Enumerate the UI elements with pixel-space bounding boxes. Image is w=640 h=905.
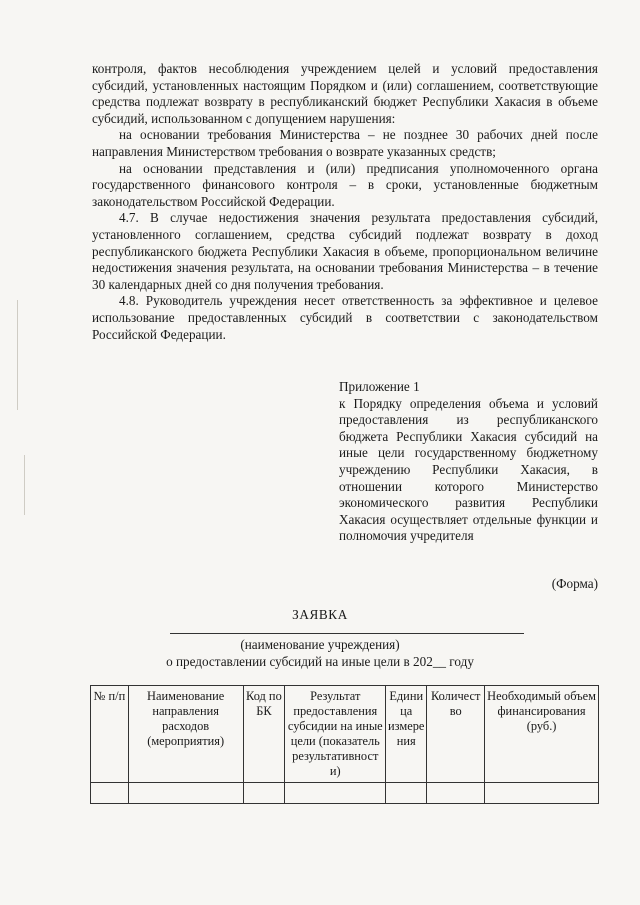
column-header: Необходимый объем финансирования (руб.) (485, 686, 599, 783)
document-heading: ЗАЯВКА (292, 607, 348, 622)
table-row (91, 783, 599, 804)
paragraph: на основании представления и (или) предписания уполномоченного органа государственного финансового контроля – в сроки, установленные бюджетным законодательством Российской Федерации. (92, 160, 598, 209)
paragraph: контроля, фактов несоблюдения учреждением целей и условий предоставления субсидий, установленных настоящим Порядком и (или) соглашением, соответствующие средства подлежат возврату в республиканский бюджет Республики Хакасия в объеме субсидий, использованном с допущением нарушения: (92, 61, 598, 126)
page-edge-mark (24, 455, 25, 515)
table-cell (427, 783, 485, 804)
table-cell (243, 783, 285, 804)
request-subtitle: о предоставлении субсидий на иные цели в 202__ году (166, 654, 474, 669)
paragraph: 4.7. В случае недостижения значения результата предоставления субсидий, установленного соглашением, средства субсидий подлежат возврату в доход республиканского бюджета Республики Хакасия в объеме, пропорциональном величине недостижения значения результата, на основании требования Министерства – в течение 30 календарных дней со дня получения требования. (92, 210, 598, 292)
column-header: Результат предоставления субсидии на иные цели (показатель результативност и) (285, 686, 386, 783)
column-header: Едини ца измере ния (386, 686, 427, 783)
appendix-title: Приложение 1 (339, 379, 420, 394)
table-cell (91, 783, 129, 804)
appendix-block (339, 379, 598, 545)
subsidy-table (90, 685, 599, 804)
institution-caption: (наименование учреждения) (240, 637, 400, 652)
body-text (92, 61, 598, 343)
table-cell (386, 783, 427, 804)
table-cell (485, 783, 599, 804)
paragraph: 4.8. Руководитель учреждения несет ответственность за эффективное и целевое использование предоставленных субсидий в соответствии с законодательством Российской Федерации. (92, 293, 598, 342)
table-header-row (91, 686, 599, 783)
page-edge-mark (17, 300, 18, 410)
table-cell (128, 783, 243, 804)
paragraph: на основании требования Министерства – не позднее 30 рабочих дней после направления Министерством требования о возврате указанных средств; (92, 127, 598, 159)
form-label: (Форма) (551, 576, 598, 591)
table-cell (285, 783, 386, 804)
column-header: Наименование направления расходов (мероприятия) (128, 686, 243, 783)
column-header: № п/п (91, 686, 129, 783)
column-header: Код по БК (243, 686, 285, 783)
appendix-text: к Порядку определения объема и условий предоставления из республиканского бюджета Республики Хакасия субсидий на иные цели государственному бюджетному учреждению Республики Хакасия, в отношении которого Министерство экономического развития Республики Хакасия осуществляет отдельные функции и полномочия учредителя (339, 395, 598, 544)
institution-name-line (170, 633, 524, 634)
column-header: Количест во (427, 686, 485, 783)
